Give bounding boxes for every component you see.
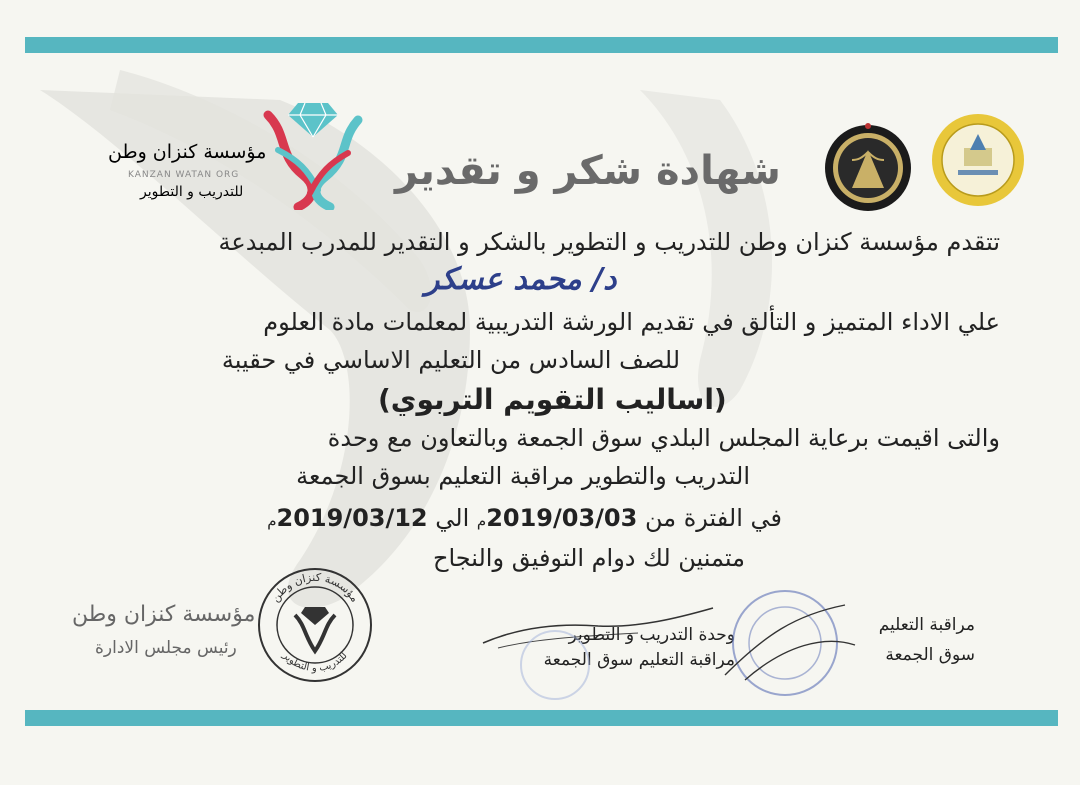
date-to-suffix: م [267, 512, 277, 530]
training-unit-title: وحدة التدريب و التطوير [568, 625, 735, 645]
stamp-top-text: مؤسسة كنزان وطن [268, 570, 362, 605]
recipient-name: د/ محمد عسكر [425, 262, 617, 297]
university-seal-logo [822, 122, 914, 214]
period-line [267, 504, 782, 532]
achievement-line: علي الاداء المتميز و التألق في تقديم الورشة التدريبية لمعلمات مادة العلوم [263, 308, 1000, 336]
wish-line: متمنين لك دوام التوفيق والنجاح [432, 544, 745, 572]
bottom-band [25, 710, 1058, 726]
sponsorship-line: والتى اقيمت برعاية المجلس البلدي سوق الجمعة وبالتعاون مع وحدة [327, 424, 1000, 452]
faded-stamp [515, 625, 595, 705]
training-unit-subtitle: مراقبة التعليم سوق الجمعة [543, 650, 735, 670]
chairman-title: رئيس مجلس الادارة [95, 638, 237, 658]
grade-line: للصف السادس من التعليم الاساسي في حقيبة [221, 346, 680, 374]
org-name-ar: مؤسسة كنزان وطن [108, 141, 267, 163]
to-word: الي [435, 504, 470, 532]
training-unit-line: التدريب والتطوير مراقبة التعليم بسوق الجمعة [296, 462, 750, 490]
kanzan-watan-logo [258, 95, 368, 210]
stamp-bottom-text: للتدريب و التطوير [280, 650, 350, 675]
intro-line: تتقدم مؤسسة كنزان وطن للتدريب و التطوير بالشكر و التقدير للمدرب المبدعة [218, 228, 1000, 256]
period-prefix: في الفترة من [644, 504, 782, 532]
org-name-en: KANZAN WATAN ORG [128, 170, 240, 180]
org-subtitle-ar: للتدريب و التطوير [140, 184, 244, 200]
education-office-subtitle: سوق الجمعة [885, 645, 975, 665]
education-office-stamp [705, 585, 865, 700]
top-band [25, 37, 1058, 53]
certificate-title: شهادة شكر و تقدير [395, 148, 781, 194]
education-office-title: مراقبة التعليم [878, 615, 975, 635]
chairman-org-name: مؤسسة كنزان وطن [72, 602, 256, 627]
org-stamp [255, 565, 375, 685]
date-from: 2019/03/03 [486, 504, 638, 532]
education-seal-logo [928, 110, 1028, 210]
date-to: 2019/03/12 [276, 504, 428, 532]
date-from-suffix: م [476, 512, 487, 530]
course-title: (اساليب التقويم التربوي) [378, 383, 727, 416]
